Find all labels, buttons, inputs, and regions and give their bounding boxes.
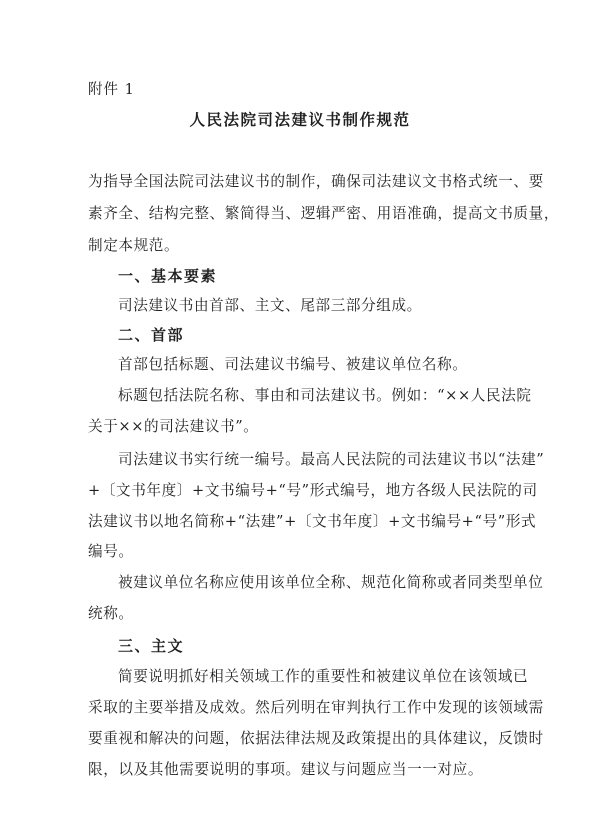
intro-line-3: 制定本规范。 bbox=[88, 237, 180, 254]
document-title: 人民法院司法建议书制作规范 bbox=[189, 110, 411, 129]
section-heading-header: 二、首部 bbox=[118, 326, 185, 344]
attachment-label: 附件 1 bbox=[88, 82, 135, 98]
intro-line-2: 素齐全、结构完整、繁简得当、逻辑严密、用语准确，提高文书质量， bbox=[88, 205, 560, 222]
paragraph-line: 统称。 bbox=[88, 605, 134, 622]
paragraph-line: 被建议单位名称应使用该单位全称、规范化简称或者同类型单位 bbox=[118, 574, 544, 591]
paragraph-line: 司法建议书由首部、主文、尾部三部分组成。 bbox=[118, 297, 422, 314]
paragraph-line: 简要说明抓好相关领域工作的重要性和被建议单位在该领域已 bbox=[118, 668, 529, 685]
section-heading-basic-elements: 一、基本要素 bbox=[118, 267, 218, 285]
section-heading-main-text: 三、主文 bbox=[118, 637, 185, 655]
paragraph-line: +〔文书年度〕+文书编号+“号”形式编号，地方各级人民法院的司 bbox=[88, 482, 538, 499]
paragraph-line: 采取的主要举措及成效。然后列明在审判执行工作中发现的该领域需 bbox=[88, 699, 544, 716]
paragraph-line: 关于××的司法建议书”。 bbox=[88, 418, 259, 435]
paragraph-line: 要重视和解决的问题，依据法律法规及政策提出的具体建议，反馈时 bbox=[88, 730, 544, 747]
paragraph-line: 首部包括标题、司法建议书编号、被建议单位名称。 bbox=[118, 356, 468, 373]
paragraph-line: 编号。 bbox=[88, 543, 134, 560]
paragraph-line: 司法建议书实行统一编号。最高人民法院的司法建议书以“法建” bbox=[118, 451, 545, 468]
intro-line-1: 为指导全国法院司法建议书的制作，确保司法建议文书格式统一、要 bbox=[88, 173, 544, 190]
paragraph-line: 法建议书以地名简称+“法建”+〔文书年度〕+文书编号+“号”形式 bbox=[88, 513, 537, 530]
paragraph-line: 限，以及其他需要说明的事项。建议与问题应当一一对应。 bbox=[88, 761, 484, 778]
paragraph-line: 标题包括法院名称、事由和司法建议书。例如：“××人民法院 bbox=[118, 387, 532, 404]
